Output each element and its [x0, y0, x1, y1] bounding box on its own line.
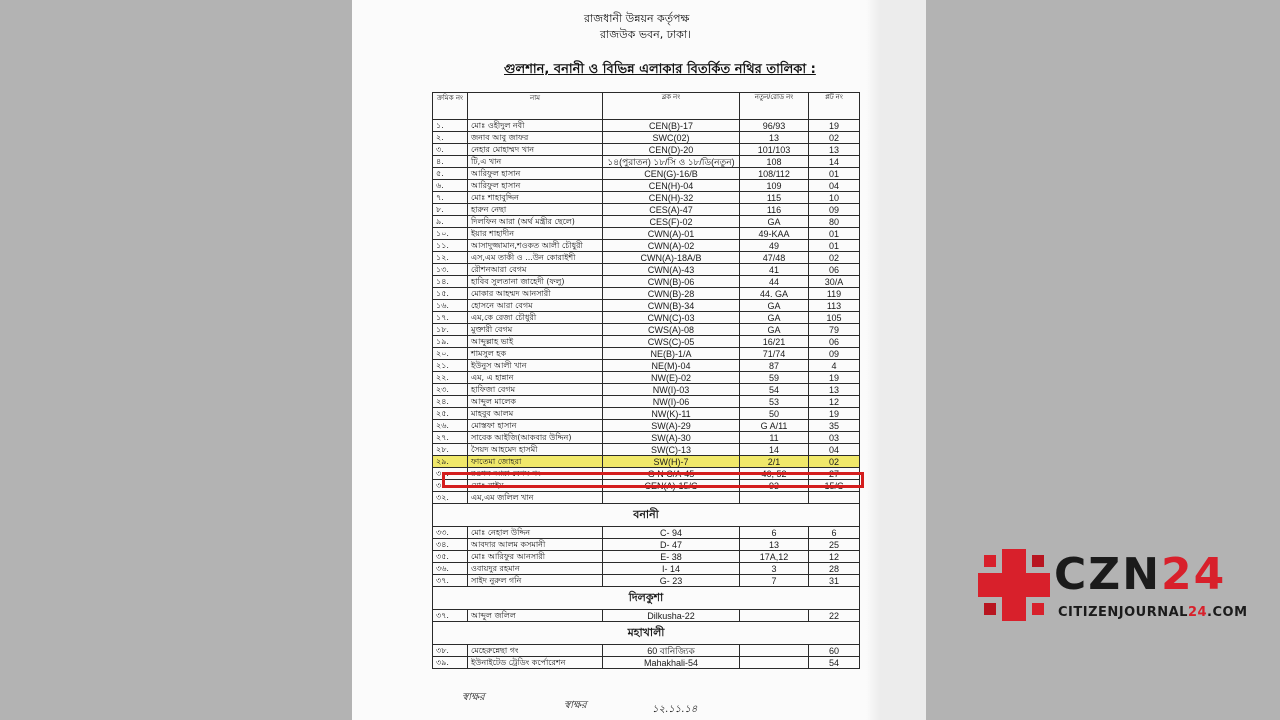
table-row [433, 240, 860, 252]
cell-plot: 06 [809, 336, 860, 348]
cell-plot: 28 [809, 563, 860, 575]
url-suffix: .COM [1207, 605, 1248, 620]
cell-plot: 12 [809, 396, 860, 408]
cell-name: ওবায়দুর রহমান [468, 563, 603, 575]
cell-name: হাফিজা বেগম [468, 384, 603, 396]
cell-name: দিলফিন আরা (অর্থ মন্ত্রীর ছেলে) [468, 216, 603, 228]
cell-serial: ১৪. [433, 276, 468, 288]
cell-plot: 80 [809, 216, 860, 228]
page-edge-shadow [880, 0, 926, 720]
section-banani [433, 504, 860, 527]
cell-plot: 09 [809, 348, 860, 360]
cell-name: মোকার আহম্মদ আনসারী [468, 288, 603, 300]
cell-name: সৈয়দ আহমেদ হাসমী [468, 444, 603, 456]
cell-plot: 10 [809, 192, 860, 204]
cell-road: 7 [740, 575, 809, 587]
cell-road: 44 [740, 276, 809, 288]
cell-block: Mahakhali-54 [603, 657, 740, 669]
table-row [433, 276, 860, 288]
cell-plot: 22 [809, 610, 860, 622]
table-row [433, 228, 860, 240]
cell-name: নেহার মোহাম্মদ খান [468, 144, 603, 156]
cell-road: 101/103 [740, 144, 809, 156]
cell-block: NE(M)-04 [603, 360, 740, 372]
table-row [433, 372, 860, 384]
cell-road [740, 645, 809, 657]
table-row [433, 312, 860, 324]
cell-serial: ১৯. [433, 336, 468, 348]
cell-road: 108/112 [740, 168, 809, 180]
cell-plot: 13 [809, 384, 860, 396]
cell-road: 59 [740, 372, 809, 384]
table-row [433, 252, 860, 264]
cell-block: C- 94 [603, 527, 740, 539]
cell-road: GA [740, 324, 809, 336]
cell-name: আরিফুল হাসান [468, 180, 603, 192]
cell-plot: 14 [809, 156, 860, 168]
cell-block: CWS(A)-08 [603, 324, 740, 336]
table-row [433, 539, 860, 551]
cell-name: এম,কে রেজা চৌধুরী [468, 312, 603, 324]
cell-plot: 113 [809, 300, 860, 312]
cell-block: G- 23 [603, 575, 740, 587]
table-row [433, 575, 860, 587]
cell-road: 17A,12 [740, 551, 809, 563]
cell-name: আবদার আলম কসমানী [468, 539, 603, 551]
cell-block: Dilkusha-22 [603, 610, 740, 622]
cell-block: CEN(H)-32 [603, 192, 740, 204]
cell-serial: ২১. [433, 360, 468, 372]
cell-name: মোঃ শাহাবুদ্দিন [468, 192, 603, 204]
cell-block: CEN(H)-04 [603, 180, 740, 192]
cell-road: 54 [740, 384, 809, 396]
col-name-header: নাম [468, 93, 603, 120]
table-row [433, 180, 860, 192]
table-row [433, 264, 860, 276]
cell-block: NW(I)-06 [603, 396, 740, 408]
cell-block: CWN(B)-28 [603, 288, 740, 300]
table-row [433, 396, 860, 408]
cell-road: 13 [740, 132, 809, 144]
table-row [433, 444, 860, 456]
cell-serial: ৮. [433, 204, 468, 216]
document-page [352, 0, 880, 720]
cell-block: CWN(A)-01 [603, 228, 740, 240]
cell-plot [809, 492, 860, 504]
table-row [433, 527, 860, 539]
cell-road: 115 [740, 192, 809, 204]
cell-serial: ২২. [433, 372, 468, 384]
highlight-box [442, 472, 864, 488]
cell-plot: 19 [809, 408, 860, 420]
cell-block: CEN(A)-15/C [603, 480, 740, 492]
table-row [433, 492, 860, 504]
url-prefix: CITIZENJOURNAL [1058, 605, 1188, 620]
cell-block: ১৪(পুরাতন) ১৮/সি ও ১৮/ডি(নতুন) [603, 156, 740, 168]
cell-name: মুক্তারী বেগম [468, 324, 603, 336]
cell-block: NW(K)-11 [603, 408, 740, 420]
cell-name: মোঃ নেহাল উদ্দিন [468, 527, 603, 539]
wordmark-number: 24 [1161, 549, 1227, 600]
cell-name: ইউনুস আলী খান [468, 360, 603, 372]
cell-block: D- 47 [603, 539, 740, 551]
table-row [433, 300, 860, 312]
cell-serial: ৩৬. [433, 563, 468, 575]
cell-block: E- 38 [603, 551, 740, 563]
table-row [433, 384, 860, 396]
cell-plot: 01 [809, 240, 860, 252]
cell-name: মেহেরুন্নেছা গং [468, 645, 603, 657]
cell-plot: 02 [809, 132, 860, 144]
table-row [433, 432, 860, 444]
cell-serial: ৩৪. [433, 539, 468, 551]
cell-block: CES(A)-47 [603, 204, 740, 216]
cell-road: GA [740, 216, 809, 228]
cell-plot: 19 [809, 372, 860, 384]
cell-road: 108 [740, 156, 809, 168]
cell-road: 3 [740, 563, 809, 575]
cell-plot: 54 [809, 657, 860, 669]
left-background [0, 0, 352, 720]
cell-road: G A/11 [740, 420, 809, 432]
cell-plot: 25 [809, 539, 860, 551]
cell-serial: ৯. [433, 216, 468, 228]
cell-plot: 04 [809, 444, 860, 456]
col-serial-header: ক্রমিক নং [433, 93, 468, 120]
section-dilkusha-label: দিলকুশা [433, 587, 860, 610]
cell-serial: ১০. [433, 228, 468, 240]
cell-serial: ১৭. [433, 312, 468, 324]
cell-serial: ৪. [433, 156, 468, 168]
cell-serial: ৭. [433, 192, 468, 204]
cell-block: CWS(C)-05 [603, 336, 740, 348]
cell-block: 60 বানিজ্যিক [603, 645, 740, 657]
table-row [433, 420, 860, 432]
czn24-logo [978, 545, 1258, 625]
cell-road: 16/21 [740, 336, 809, 348]
cell-block: SW(A)-29 [603, 420, 740, 432]
cell-name: মোঃ আরিফুর আনসারী [468, 551, 603, 563]
cell-serial: ১. [433, 120, 468, 132]
signature-date: ১২.১১.১৪ [652, 704, 698, 715]
table-row [433, 336, 860, 348]
table-row [433, 408, 860, 420]
table-row [433, 132, 860, 144]
cell-serial: ৩৫. [433, 551, 468, 563]
col-block-header: ব্লক নং [603, 93, 740, 120]
cell-block: CEN(D)-20 [603, 144, 740, 156]
cell-block: CWN(B)-06 [603, 276, 740, 288]
cell-block: G N C/A-45 [603, 468, 740, 480]
cell-name: রৌশনআরা বেগম [468, 264, 603, 276]
cell-name: মোঃ ওহীদুল নবী [468, 120, 603, 132]
cell-serial: ২. [433, 132, 468, 144]
cell-block: CWN(C)-03 [603, 312, 740, 324]
section-mohakhali-label: মহাখালী [433, 622, 860, 645]
section-banani-label: বনানী [433, 504, 860, 527]
cell-road: 87 [740, 360, 809, 372]
cell-serial: ৩৯. [433, 657, 468, 669]
cell-name: শামসুল হক [468, 348, 603, 360]
cell-plot: 31 [809, 575, 860, 587]
cell-block: CEN(G)-16/B [603, 168, 740, 180]
cell-road [740, 492, 809, 504]
cell-name: সাবেক আইজি(আকবার উদ্দিন) [468, 432, 603, 444]
cell-name: রওশন আরা বেগম গং [468, 468, 603, 480]
cell-plot: 02 [809, 252, 860, 264]
cell-plot: 119 [809, 288, 860, 300]
cell-serial: ২৬. [433, 420, 468, 432]
cell-plot: 27 [809, 468, 860, 480]
table-row [433, 360, 860, 372]
cell-block: NW(E)-02 [603, 372, 740, 384]
col-plot-header: প্লট নং [809, 93, 860, 120]
cell-block: SW(H)-7 [603, 456, 740, 468]
cell-block: SW(A)-30 [603, 432, 740, 444]
cell-road: 6 [740, 527, 809, 539]
cell-serial: ৩১. [433, 480, 468, 492]
cell-name: আসাদুজ্জামান,শওকত আলী চৌধুরী [468, 240, 603, 252]
cell-serial: ২৯. [433, 456, 468, 468]
cell-serial: ২৩. [433, 384, 468, 396]
cell-block: CWN(A)-18A/B [603, 252, 740, 264]
cell-road: 71/74 [740, 348, 809, 360]
cell-block [603, 492, 740, 504]
table-row [433, 168, 860, 180]
table-row [433, 120, 860, 132]
cell-block: CWN(A)-43 [603, 264, 740, 276]
cell-serial: ১৫. [433, 288, 468, 300]
cell-plot: 60 [809, 645, 860, 657]
cell-serial: ৩৩. [433, 527, 468, 539]
table-row [433, 192, 860, 204]
cell-name: ইয়ার শাহাদীন [468, 228, 603, 240]
cell-plot: 02 [809, 456, 860, 468]
cell-block: CEN(B)-17 [603, 120, 740, 132]
cell-name: মোস্তফা হাসান [468, 420, 603, 432]
cell-plot: 35 [809, 420, 860, 432]
cell-serial: ৩৭. [433, 610, 468, 622]
header-address: রাজউক ভবন, ঢাকা। [600, 28, 691, 41]
cell-road: 47/48 [740, 252, 809, 264]
cell-block: SW(C)-13 [603, 444, 740, 456]
cell-block: CWN(B)-34 [603, 300, 740, 312]
cell-serial: ২০. [433, 348, 468, 360]
wordmark-prefix: CZN [1054, 549, 1162, 600]
brand-wordmark [1054, 551, 1226, 599]
brand-url [1058, 605, 1248, 620]
cell-road: 2/1 [740, 456, 809, 468]
cell-serial: ২৭. [433, 432, 468, 444]
cell-plot: 04 [809, 180, 860, 192]
cell-plot: 13 [809, 144, 860, 156]
cell-road: GA [740, 300, 809, 312]
cell-serial: ২৪. [433, 396, 468, 408]
table-row [433, 288, 860, 300]
table-row [433, 204, 860, 216]
cell-name: আব্দুল জলিল [468, 610, 603, 622]
table-row [433, 348, 860, 360]
cell-block: NW(I)-03 [603, 384, 740, 396]
cell-serial: ৫. [433, 168, 468, 180]
signature-1: স্বাক্ষর [462, 692, 485, 703]
cell-road: 11 [740, 432, 809, 444]
cell-serial: ১২. [433, 252, 468, 264]
cell-block: I- 14 [603, 563, 740, 575]
table-row [433, 216, 860, 228]
cell-plot: 4 [809, 360, 860, 372]
cell-plot: 12 [809, 551, 860, 563]
cell-road: 53 [740, 396, 809, 408]
cell-name: মোঃ নাইম [468, 480, 603, 492]
cell-serial: ১৮. [433, 324, 468, 336]
cell-road: 93 [740, 480, 809, 492]
records-table-body [433, 93, 860, 669]
cell-serial: ৩৭. [433, 575, 468, 587]
table-row [433, 324, 860, 336]
table-row [433, 456, 860, 468]
cell-serial: ২৫. [433, 408, 468, 420]
header-authority: রাজধানী উন্নয়ন কর্তৃপক্ষ [584, 12, 690, 25]
cell-name: এম,এম জলিল খান [468, 492, 603, 504]
cell-road: 96/93 [740, 120, 809, 132]
cell-road: 46, 52 [740, 468, 809, 480]
cell-plot: 06 [809, 264, 860, 276]
cell-name: আব্দুল মালেক [468, 396, 603, 408]
signature-2: স্বাক্ষর [564, 700, 587, 711]
cell-road: 14 [740, 444, 809, 456]
cell-road: 116 [740, 204, 809, 216]
cell-road: 50 [740, 408, 809, 420]
cell-serial: ৩৮. [433, 645, 468, 657]
url-number: 24 [1187, 605, 1208, 620]
cell-block: NE(B)-1/A [603, 348, 740, 360]
document-title: গুলশান, বনানী ও বিভিন্ন এলাকার বিতর্কিত নথির তালিকা : [504, 62, 816, 77]
cell-name: আরিফুল হাসান [468, 168, 603, 180]
cell-name: টি,এ খান [468, 156, 603, 168]
table-row [433, 645, 860, 657]
cell-serial: ১৬. [433, 300, 468, 312]
cell-road: 44. GA [740, 288, 809, 300]
cell-plot: 01 [809, 228, 860, 240]
cell-block: CWN(A)-02 [603, 240, 740, 252]
cell-name: হোসনে আরা বেগম [468, 300, 603, 312]
brand-mark-icon [978, 549, 1050, 621]
cell-road: 49-KAA [740, 228, 809, 240]
cell-plot: 15/C [809, 480, 860, 492]
cell-serial: ৬. [433, 180, 468, 192]
cell-plot: 09 [809, 204, 860, 216]
cell-plot: 01 [809, 168, 860, 180]
table-row [433, 657, 860, 669]
cell-road: 49 [740, 240, 809, 252]
cell-plot: 19 [809, 120, 860, 132]
section-dilkusha [433, 587, 860, 610]
cell-name: এম, এ হান্নান [468, 372, 603, 384]
cell-serial: ১৩. [433, 264, 468, 276]
cell-road: 13 [740, 539, 809, 551]
cell-name: ফাতেমা জোহরা [468, 456, 603, 468]
table-row [433, 156, 860, 168]
records-table [432, 92, 860, 669]
cell-road: GA [740, 312, 809, 324]
table-row [433, 144, 860, 156]
cell-road: 109 [740, 180, 809, 192]
cell-plot: 30/A [809, 276, 860, 288]
cell-name: মাহবুব আলম [468, 408, 603, 420]
cell-plot: 03 [809, 432, 860, 444]
table-row [433, 551, 860, 563]
table-row [433, 610, 860, 622]
section-mohakhali [433, 622, 860, 645]
cell-name: এস,এম তাকী ও ...উন কোরাইশী [468, 252, 603, 264]
cell-serial: ৩২. [433, 492, 468, 504]
cell-name: সাইদ নুরুল গনি [468, 575, 603, 587]
cell-block: CES(F)-02 [603, 216, 740, 228]
cell-name: ইউনাইটেড ট্রেডিং কর্পোরেশন [468, 657, 603, 669]
cell-name: হাবিব সুলতানা জাহেদী (ফলু) [468, 276, 603, 288]
cell-serial: ৩০. [433, 468, 468, 480]
cell-plot: 79 [809, 324, 860, 336]
table-header-row [433, 93, 860, 120]
cell-plot: 6 [809, 527, 860, 539]
cell-block: SWC(02) [603, 132, 740, 144]
cell-road [740, 657, 809, 669]
cell-name: জনাব আবু জাফর [468, 132, 603, 144]
cell-name: হারুন নেছা [468, 204, 603, 216]
cell-road: 41 [740, 264, 809, 276]
cell-serial: ১১. [433, 240, 468, 252]
col-road-header: নতুন/রোড নং [740, 93, 809, 120]
cell-serial: ২৮. [433, 444, 468, 456]
cell-name: আব্দুল্লাহ ভাই [468, 336, 603, 348]
cell-road [740, 610, 809, 622]
table-row [433, 563, 860, 575]
cell-plot: 105 [809, 312, 860, 324]
cell-serial: ৩. [433, 144, 468, 156]
